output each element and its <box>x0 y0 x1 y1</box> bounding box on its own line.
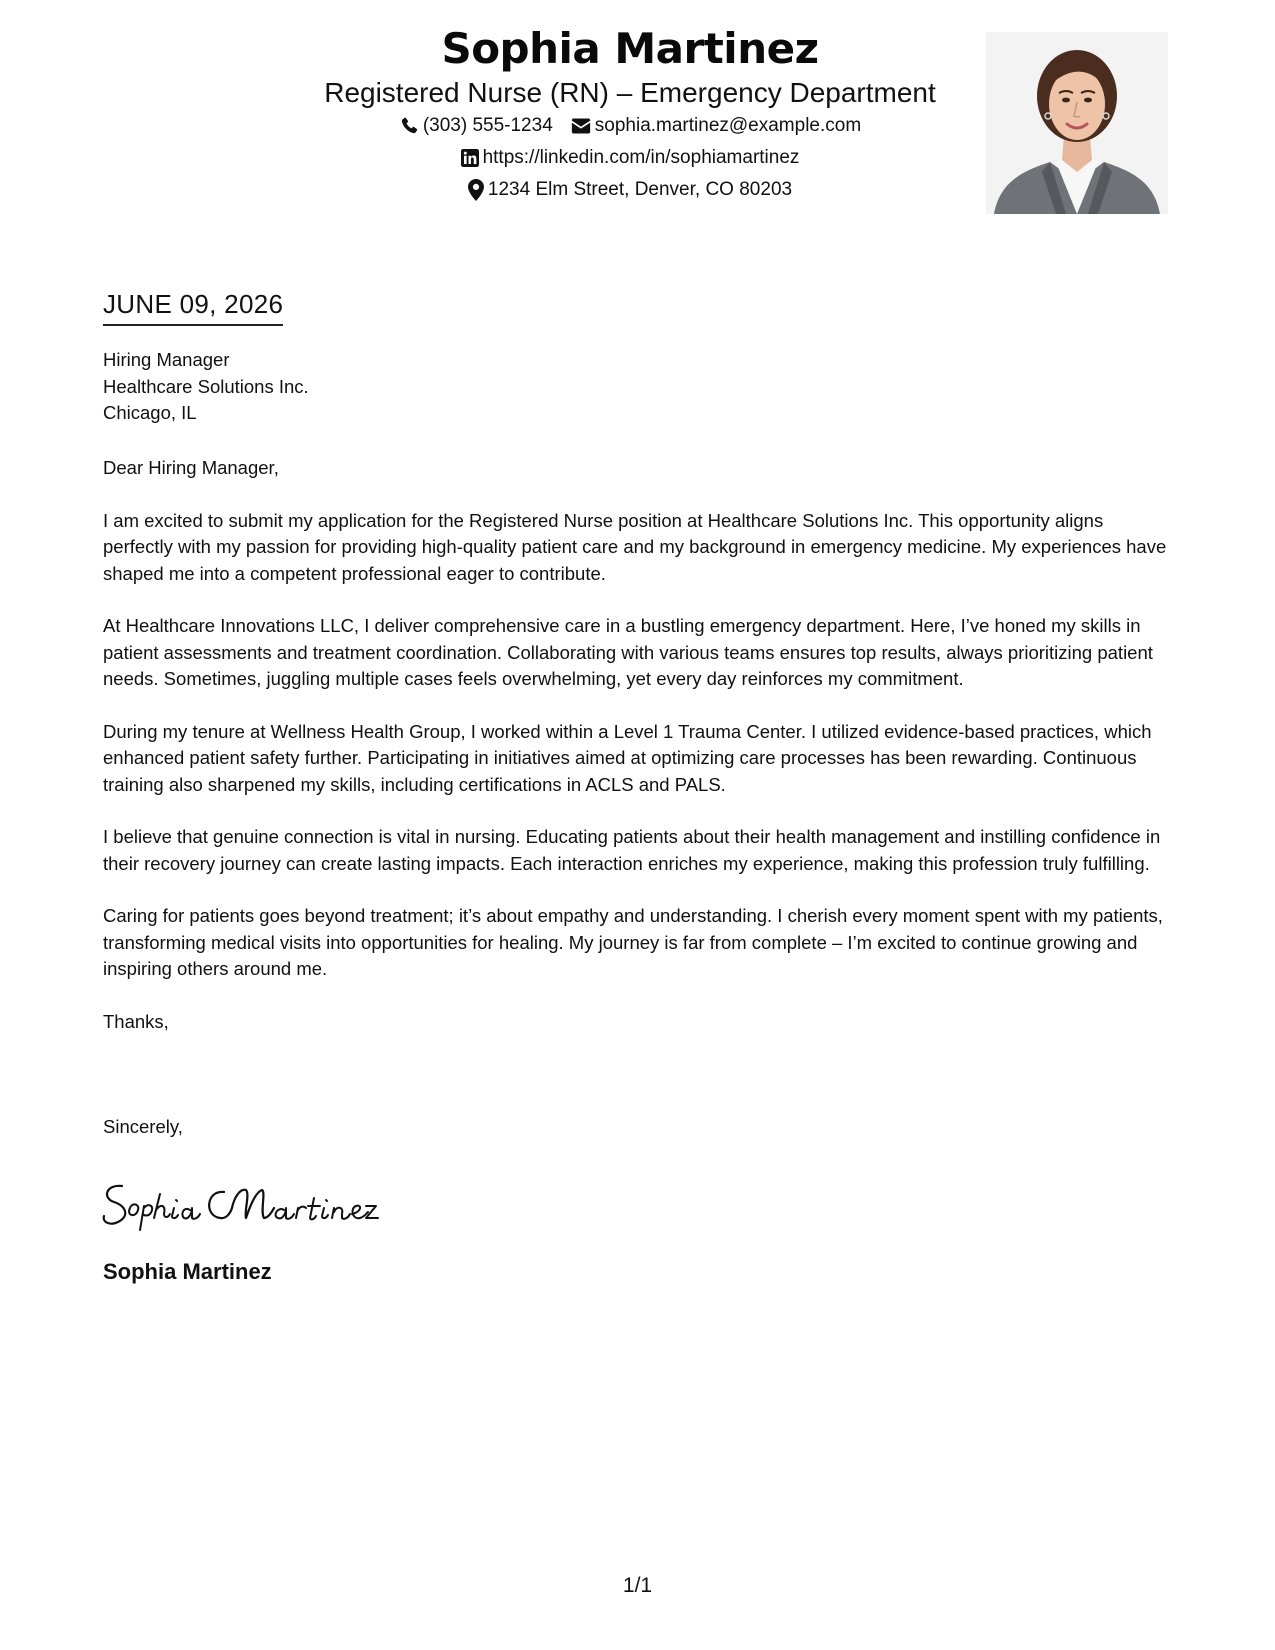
header-text-block <box>230 22 1030 206</box>
contact-phone <box>399 110 553 142</box>
thanks-line: Thanks, <box>103 1010 169 1032</box>
recipient-name: Hiring Manager <box>103 349 230 370</box>
applicant-name: Sophia Martinez <box>441 24 819 73</box>
linkedin-url[interactable]: https://linkedin.com/in/sophiamartinez <box>482 147 800 168</box>
body-paragraph-3: During my tenure at Wellness Health Group, I worked within a Level 1 Trauma Center. I utilized evidence-based practices, which enhanced patient safety further. Participating in initiatives aimed at optimizing care processes has been rewarding. Continuous training also sharpened my skills, including certifications in ACLS and PALS. <box>103 720 1152 795</box>
closing-line: Sincerely, <box>103 1116 183 1137</box>
recipient-location: Chicago, IL <box>103 402 197 423</box>
contact-address <box>468 174 792 206</box>
email-address[interactable]: sophia.martinez@example.com <box>594 115 862 136</box>
street-address: 1234 Elm Street, Denver, CO 80203 <box>487 179 793 200</box>
letter-header <box>0 0 1275 240</box>
phone-number: (303) 555-1234 <box>422 115 553 136</box>
linkedin-icon <box>461 149 479 167</box>
salutation: Dear Hiring Manager, <box>103 457 279 478</box>
contact-line-address <box>230 174 1030 206</box>
profile-photo <box>986 32 1168 214</box>
recipient-company: Healthcare Solutions Inc. <box>103 375 309 397</box>
letter-date: JUNE 09, 2026 <box>103 288 283 326</box>
contact-line-linkedin <box>230 142 1030 174</box>
page-number: 1/1 <box>622 1574 653 1597</box>
phone-icon <box>399 116 419 136</box>
body-paragraph-1: I am excited to submit my application for the Registered Nurse position at Healthcare Solutions Inc. This opportunity aligns perfectly with my passion for providing high-quality patient care and my background in emergency medicine. My experiences have shaped me into a competent professional eager to contribute. <box>103 509 1167 584</box>
handwritten-signature <box>100 1172 380 1232</box>
contact-linkedin[interactable] <box>461 142 800 174</box>
envelope-icon <box>571 117 591 135</box>
recipient-block <box>103 347 309 427</box>
job-title: Registered Nurse (RN) – Emergency Department <box>324 77 936 108</box>
contact-line-phone-email <box>230 110 1030 142</box>
contact-email[interactable] <box>571 110 861 142</box>
body-paragraph-2: At Healthcare Innovations LLC, I deliver comprehensive care in a bustling emergency department. Here, I’ve honed my skills in patient assessments and treatment coordination. Collaborating with various teams ensures top results, always prioritizing patient needs. Sometimes, juggling multiple cases feels overwhelming, yet every day reinforces my commitment. <box>103 615 1153 689</box>
body-paragraph-4: I believe that genuine connection is vital in nursing. Educating patients about their health management and instilling confidence in their recovery journey can create lasting impacts. Each interaction enriches my experience, making this profession truly fulfilling. <box>103 826 1161 874</box>
letter-body <box>103 455 1173 1061</box>
body-paragraph-5: Caring for patients goes beyond treatment; it’s about empathy and understanding. I cherish every moment spent with my patients, transforming medical visits into opportunities for healing. My journey is far from complete – I’m excited to continue growing and inspiring others around me. <box>103 905 1163 979</box>
map-marker-icon <box>468 179 484 201</box>
signed-name: Sophia Martinez <box>103 1259 272 1284</box>
